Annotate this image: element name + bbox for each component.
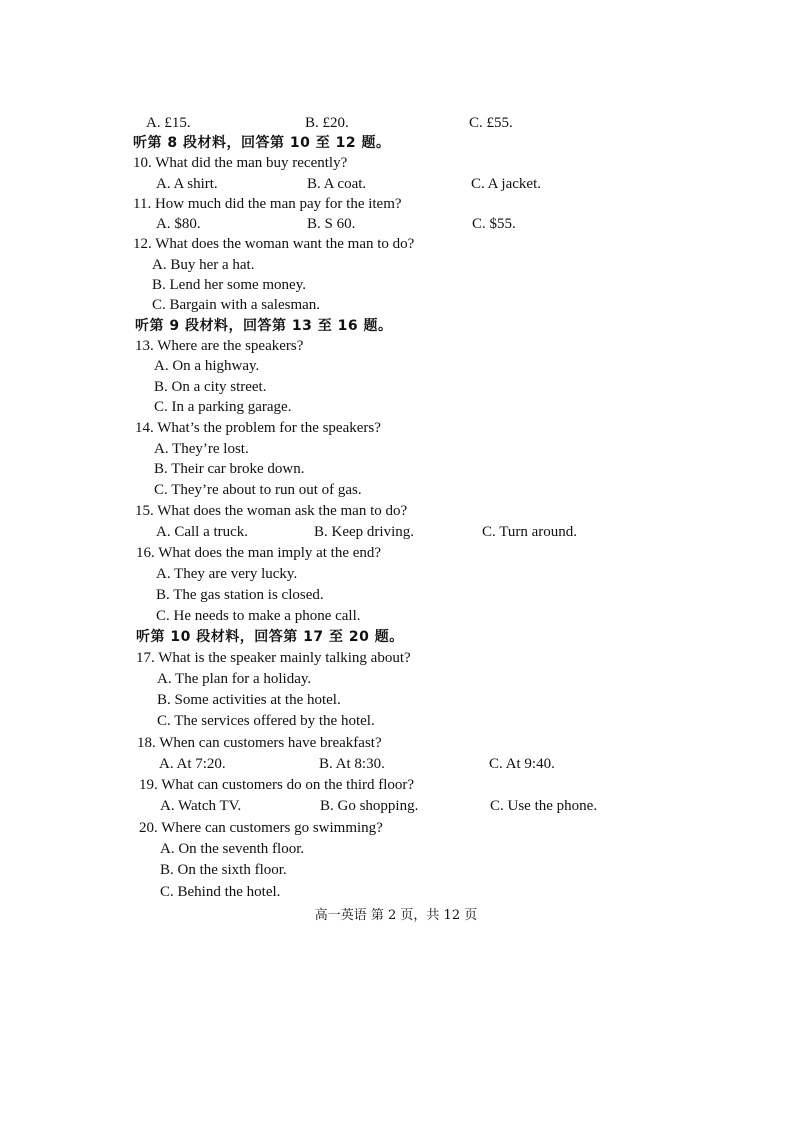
section-heading-9: 听第 9 段材料，回答第 13 至 16 题。 (135, 318, 393, 334)
option-b: B. S 60. (307, 216, 356, 232)
option-a: A. A shirt. (156, 176, 218, 192)
option-q12-a: A. Buy her a hat. (152, 257, 255, 273)
option-a: A. At 7:20. (159, 756, 226, 772)
question-14: 14. What’s the problem for the speakers? (135, 420, 381, 436)
option-c: C. Use the phone. (490, 798, 598, 814)
option-q12-c: C. Bargain with a salesman. (152, 297, 321, 313)
option-a: A. Watch TV. (160, 798, 242, 814)
option-q17-a: A. The plan for a holiday. (157, 671, 312, 687)
option-q12-b: B. Lend her some money. (152, 277, 306, 293)
section-heading-10: 听第 10 段材料，回答第 17 至 20 题。 (136, 629, 404, 645)
option-b: B. A coat. (307, 176, 367, 192)
option-q14-b: B. Their car broke down. (154, 461, 305, 477)
option-a: A. Call a truck. (156, 524, 249, 540)
question-20: 20. Where can customers go swimming? (139, 820, 383, 836)
option-a: A. £15. (146, 115, 191, 131)
page-footer: 高一英语 第 2 页，共 12 页 (314, 908, 478, 923)
option-b: B. Go shopping. (320, 798, 419, 814)
option-a: A. $80. (156, 216, 201, 232)
question-19: 19. What can customers do on the third floor? (139, 777, 415, 793)
option-row-q18 (0, 754, 792, 775)
option-row-q19 (0, 796, 792, 817)
option-q14-c: C. They’re about to run out of gas. (154, 482, 362, 498)
question-15: 15. What does the woman ask the man to do? (135, 503, 408, 519)
option-row-q10 (0, 174, 792, 195)
option-q16-b: B. The gas station is closed. (156, 587, 324, 603)
question-17: 17. What is the speaker mainly talking about? (136, 650, 411, 666)
option-q13-a: A. On a highway. (154, 358, 260, 374)
option-c: C. A jacket. (471, 176, 541, 192)
option-q13-c: C. In a parking garage. (154, 399, 292, 415)
option-c: C. £55. (469, 115, 513, 131)
question-11: 11. How much did the man pay for the item? (133, 196, 402, 212)
option-row-q15 (0, 522, 792, 543)
question-13: 13. Where are the speakers? (135, 338, 304, 354)
option-row-q9 (0, 113, 792, 134)
option-q20-c: C. Behind the hotel. (160, 884, 281, 900)
question-10: 10. What did the man buy recently? (133, 155, 348, 171)
option-q16-c: C. He needs to make a phone call. (156, 608, 361, 624)
question-12: 12. What does the woman want the man to do? (133, 236, 415, 252)
option-b: B. Keep driving. (314, 524, 414, 540)
question-18: 18. When can customers have breakfast? (137, 735, 382, 751)
option-q20-a: A. On the seventh floor. (160, 841, 305, 857)
option-q17-c: C. The services offered by the hotel. (157, 713, 375, 729)
option-row-q11 (0, 214, 792, 235)
option-q13-b: B. On a city street. (154, 379, 267, 395)
option-q17-b: B. Some activities at the hotel. (157, 692, 341, 708)
option-q14-a: A. They’re lost. (154, 441, 249, 457)
option-b: B. At 8:30. (319, 756, 385, 772)
option-q16-a: A. They are very lucky. (156, 566, 298, 582)
section-heading-8: 听第 8 段材料，回答第 10 至 12 题。 (133, 135, 391, 151)
option-c: C. $55. (472, 216, 516, 232)
option-q20-b: B. On the sixth floor. (160, 862, 287, 878)
option-b: B. £20. (305, 115, 349, 131)
option-c: C. Turn around. (482, 524, 578, 540)
option-c: C. At 9:40. (489, 756, 555, 772)
question-16: 16. What does the man imply at the end? (136, 545, 382, 561)
